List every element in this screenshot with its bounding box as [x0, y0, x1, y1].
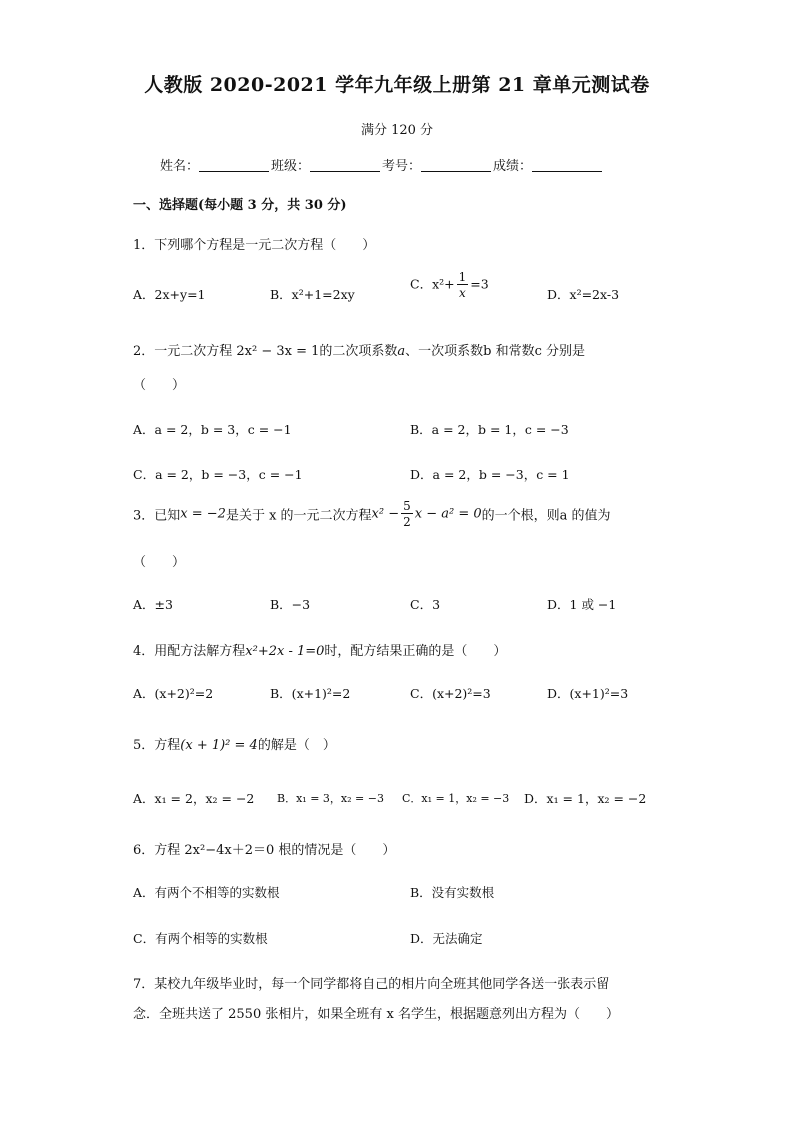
q3-frac-numerator: 5 — [403, 499, 411, 513]
name-blank[interactable] — [199, 159, 269, 172]
name-label: 姓名： — [160, 159, 200, 174]
q6-option-a: A．有两个不相等的实数根 — [133, 885, 280, 900]
q6-stem: 6．方程 2x²−4x＋2＝0 根的情况是（ ） — [133, 843, 396, 858]
q5-stem-prefix: 5．方程 — [133, 738, 181, 753]
q5-option-d: D．x₁ = 1，x₂ = −2 — [524, 791, 647, 806]
q3-frac-denominator: 2 — [403, 515, 411, 529]
q3-option-b: B．−3 — [270, 597, 311, 612]
q1-option-c — [410, 271, 489, 299]
q3-option-d: D．1 或 −1 — [547, 597, 617, 612]
q2-option-d: D．a = 2，b = −3，c = 1 — [410, 467, 570, 482]
q2-stem — [133, 340, 585, 359]
q5-stem — [133, 734, 336, 753]
student-info-row — [160, 155, 604, 174]
q1-c-suffix: =3 — [470, 276, 489, 292]
q3-stem-tail: 的一个根，则a 的值为 — [481, 508, 611, 524]
q3-equation-left: x² − — [371, 506, 400, 522]
exam-no-label: 考号： — [382, 159, 422, 174]
q6-option-c: C．有两个相等的实数根 — [133, 931, 268, 946]
q2-stem-text: 2．一元二次方程 2x² − 3x = 1的二次项系数 — [133, 344, 398, 359]
q2-stem-tail: 、一次项系数b 和常数c 分别是 — [405, 344, 586, 359]
exam-no-blank[interactable] — [421, 159, 491, 172]
q1-option-b: B．x²+1=2xy — [270, 287, 355, 302]
q1-c-numerator: 1 — [458, 270, 467, 284]
q2-option-c: C．a = 2，b = −3，c = −1 — [133, 467, 303, 482]
q2-option-b: B．a = 2，b = 1，c = −3 — [410, 422, 569, 437]
q3-option-c: C．3 — [410, 597, 441, 612]
q2-stem-var-a: a — [397, 344, 406, 359]
q7-stem-line1: 7．某校九年级毕业时，每一个同学都将自己的相片向全班其他同学各送一张表示留 — [133, 977, 610, 992]
q1-option-a: A．2x+y=1 — [133, 287, 206, 302]
q7-stem-line2: 念．全班共送了 2550 张相片，如果全班有 x 名学生，根据题意列出方程为（ ） — [133, 1007, 619, 1022]
q4-equation: x²+2x - 1=0 — [245, 644, 325, 659]
q5-option-c: C．x₁ = 1，x₂ = −3 — [402, 792, 510, 805]
q3-stem — [133, 500, 611, 540]
q1-c-denominator: x — [459, 286, 466, 300]
q4-option-a: A．(x+2)²=2 — [133, 686, 214, 701]
q5-option-b: B．x₁ = 3，x₂ = −3 — [277, 792, 384, 805]
q2-answer-paren: （ ） — [133, 378, 186, 393]
q3-fraction — [401, 500, 413, 528]
class-blank[interactable] — [310, 159, 380, 172]
q5-option-a: A．x₁ = 2，x₂ = −2 — [133, 791, 255, 806]
q3-answer-paren: （ ） — [133, 555, 186, 570]
q4-option-c: C．(x+2)²=3 — [410, 686, 491, 701]
q1-option-d: D．x²=2x-3 — [547, 287, 620, 302]
page-title: 人教版 2020-2021 学年九年级上册第 21 章单元测试卷 — [144, 74, 650, 96]
q1-stem: 1．下列哪个方程是一元二次方程（ ） — [133, 238, 376, 253]
q6-option-d: D．无法确定 — [410, 931, 483, 946]
score-label: 成绩： — [493, 159, 533, 174]
q2-option-a: A．a = 2，b = 3，c = −1 — [133, 422, 292, 437]
q3-condition: x = −2 — [180, 506, 226, 522]
q5-equation: (x + 1)² = 4 — [180, 738, 258, 753]
q4-stem-tail: 时，配方结果正确的是（ ） — [324, 644, 507, 659]
q3-stem-prefix: 3．已知 — [133, 508, 181, 524]
score-blank[interactable] — [532, 159, 602, 172]
class-label: 班级： — [271, 159, 311, 174]
q4-stem — [133, 640, 506, 659]
q1-c-prefix: C．x²+ — [410, 276, 455, 292]
q4-option-b: B．(x+1)²=2 — [270, 686, 351, 701]
q4-option-d: D．(x+1)²=3 — [547, 686, 629, 701]
q4-stem-prefix: 4．用配方法解方程 — [133, 644, 246, 659]
full-score: 满分 120 分 — [360, 123, 434, 138]
q3-stem-mid: 是关于 x 的一元二次方程 — [225, 508, 372, 524]
section-title: 一、选择题(每小题 3 分，共 30 分) — [133, 198, 347, 213]
q3-option-a: A．±3 — [133, 597, 173, 612]
q1-c-fraction — [457, 271, 469, 299]
q5-stem-tail: 的解是（ ） — [257, 738, 336, 753]
q3-equation-right: x − a² = 0 — [414, 506, 482, 522]
q6-option-b: B．没有实数根 — [410, 885, 495, 900]
